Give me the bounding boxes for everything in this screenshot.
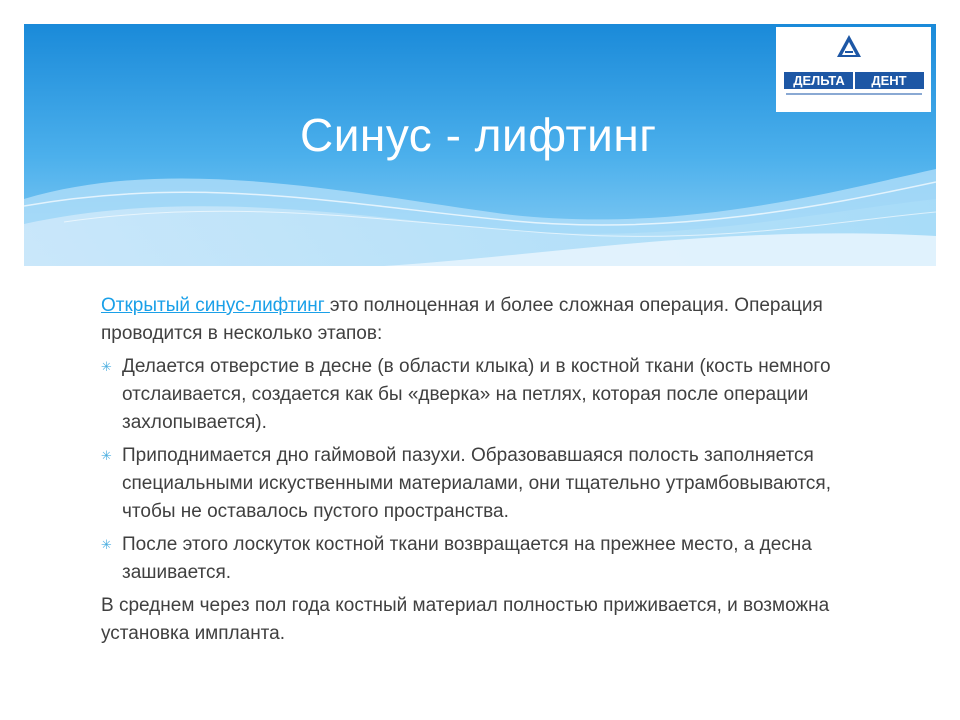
steps-list <box>101 353 861 587</box>
open-sinus-lift-link[interactable]: Открытый синус-лифтинг <box>101 295 330 316</box>
list-item-text: После этого лоскуток костной ткани возвращается на прежнее место, а десна зашивается. <box>122 534 812 583</box>
slide-title: Синус - лифтинг <box>300 109 657 161</box>
bullet-star-icon: ✳ <box>101 537 112 552</box>
bullet-star-icon: ✳ <box>101 359 112 374</box>
logo-brand-left: ДЕЛЬТА <box>793 73 845 88</box>
list-item-text: Делается отверстие в десне (в области клыка) и в костной ткани (кость немного отслаивается, создается как бы «дверка» на петлях, которая после операции захлопывается). <box>122 356 831 433</box>
logo-tagline <box>786 93 922 95</box>
list-item <box>101 531 861 587</box>
delta-dent-logo <box>776 27 931 112</box>
list-item <box>101 353 861 437</box>
list-item-text: Приподнимается дно гаймовой пазухи. Образовавшаяся полость заполняется специальными искуственными материалами, они тщательно утрамбовываются, чтобы не оставалось пустого пространства. <box>122 445 831 522</box>
slide-body <box>101 292 861 648</box>
conclusion-paragraph: В среднем через пол года костный материал полностью приживается, и возможна установка импланта. <box>101 595 830 644</box>
intro-paragraph <box>101 292 861 348</box>
bullet-star-icon: ✳ <box>101 448 112 463</box>
list-item <box>101 442 861 526</box>
intro-text: это полноценная и более сложная операция. Операция проводится в несколько этапов: <box>101 295 823 344</box>
logo-brand-right: ДЕНТ <box>871 73 907 88</box>
